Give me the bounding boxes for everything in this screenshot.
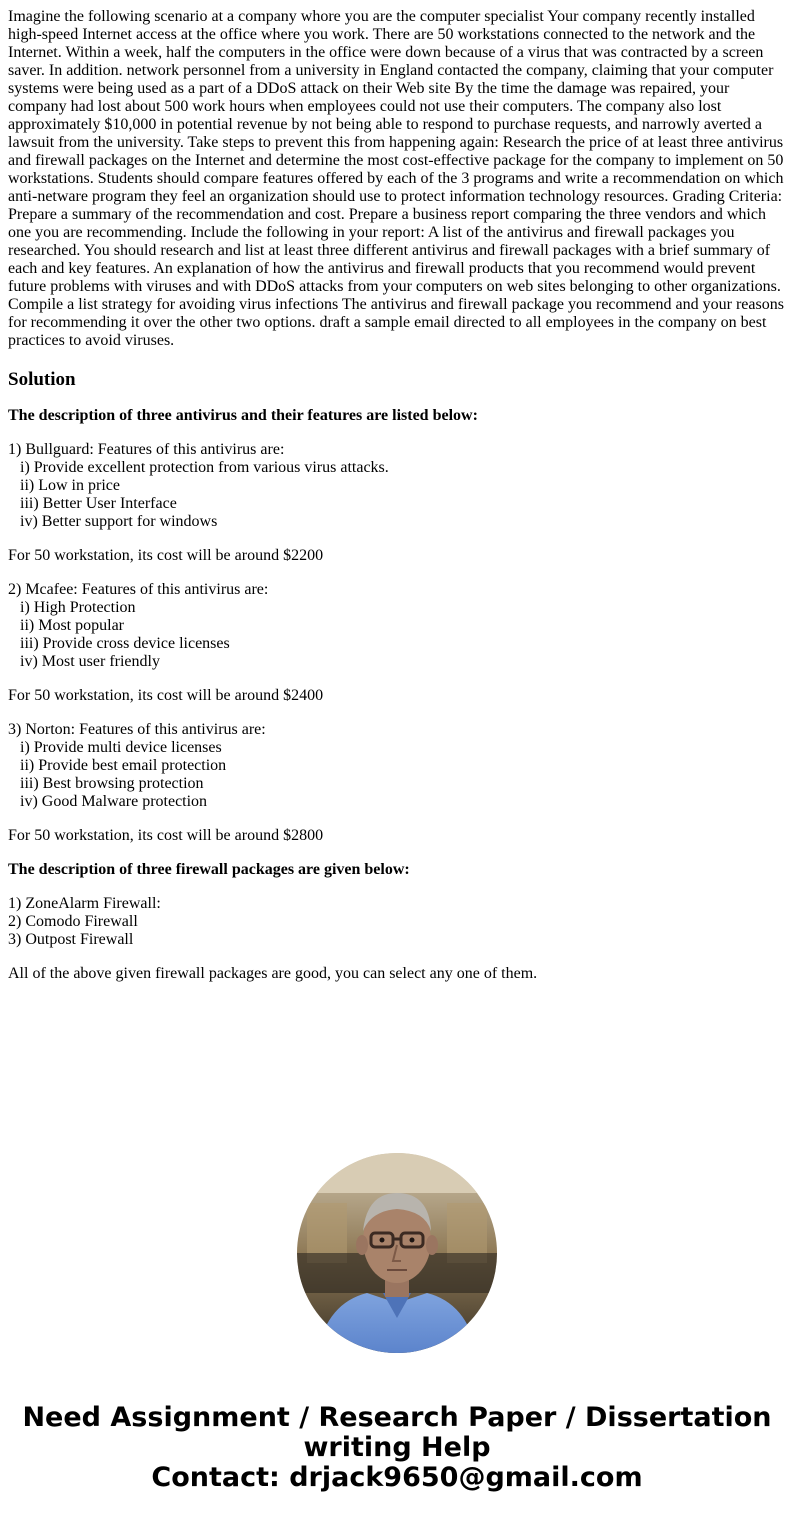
- feature-item: iii) Better User Interface: [20, 495, 177, 512]
- antivirus-item: [8, 581, 786, 671]
- feature-item: ii) Provide best email protection: [20, 757, 227, 774]
- antivirus-intro: The description of three antivirus and their features are listed below:: [8, 407, 478, 424]
- antivirus-title: 2) Mcafee: Features of this antivirus are:: [8, 581, 269, 598]
- feature-item: i) Provide excellent protection from various virus attacks.: [20, 459, 389, 476]
- footer-banner: [0, 1403, 794, 1493]
- firewall-item: 2) Comodo Firewall: [8, 913, 138, 930]
- question-text: Imagine the following scenario at a company whore you are the computer specialist Your company recently installed high-speed Internet access at the office where you work. There are 50 workstations connected to the network and the Internet. Within a week, half the computers in the office were down because of a virus that was contracted by a screen saver. In addition. network personnel from a university in England contacted the company, claiming that your computer systems were being used as a part of a DDoS attack on their Web site By the time the damage was repaired, your company had lost about 500 work hours when employees could not use their computers. The company also lost approximately $10,000 in potential revenue by not being able to respond to purchase requests, and narrowly averted a lawsuit from the university. Take steps to prevent this from happening again: Research the price of at least three antivirus and firewall packages on the Internet and determine the most cost-effective package for the company to implement on 50 workstations. Students should compare features offered by each of the 3 programs and write a recommendation on which anti-netware program they feel an organization should use to protect information technology resources. Grading Criteria: Prepare a summary of the recommendation and cost. Prepare a business report comparing the three vendors and which one you are recommending. Include the following in your report: A list of the antivirus and firewall packages you researched. You should research and list at least three different antivirus and firewall packages with a brief summary of each and key features. An explanation of how the antivirus and firewall products that you recommend would prevent future problems with viruses and with DDoS attacks from your computers on web sites belonging to other organizations. Compile a list strategy for avoiding virus infections The antivirus and firewall package you recommend and your reasons for recommending it over the other two options. draft a sample email directed to all employees in the company on best practices to avoid viruses.: [8, 8, 784, 349]
- footer-line: writing Help: [303, 1432, 491, 1463]
- feature-item: iii) Provide cross device licenses: [20, 635, 230, 652]
- author-portrait-icon: [297, 1153, 497, 1353]
- feature-item: ii) Low in price: [20, 477, 120, 494]
- antivirus-title: 3) Norton: Features of this antivirus are:: [8, 721, 266, 738]
- feature-item: ii) Most popular: [20, 617, 124, 634]
- antivirus-item: [8, 441, 786, 531]
- feature-item: iii) Best browsing protection: [20, 775, 204, 792]
- firewall-list: [8, 895, 786, 949]
- firewall-intro: The description of three firewall packages are given below:: [8, 861, 410, 878]
- footer-contact: Contact: drjack9650@gmail.com: [151, 1462, 643, 1493]
- antivirus-cost: For 50 workstation, its cost will be around $2800: [8, 827, 324, 844]
- author-avatar: [297, 1153, 497, 1353]
- antivirus-cost: For 50 workstation, its cost will be around $2400: [8, 687, 324, 704]
- footer-line: Need Assignment / Research Paper / Dissertation: [22, 1402, 772, 1433]
- firewall-item: 3) Outpost Firewall: [8, 931, 134, 948]
- feature-item: iv) Better support for windows: [20, 513, 218, 530]
- firewall-item: 1) ZoneAlarm Firewall:: [8, 895, 161, 912]
- antivirus-item: [8, 721, 786, 811]
- antivirus-title: 1) Bullguard: Features of this antivirus are:: [8, 441, 285, 458]
- antivirus-cost: For 50 workstation, its cost will be around $2200: [8, 547, 324, 564]
- feature-item: iv) Good Malware protection: [20, 793, 208, 810]
- conclusion-text: All of the above given firewall packages are good, you can select any one of them.: [8, 965, 538, 982]
- solution-heading: Solution: [8, 369, 76, 390]
- feature-item: i) Provide multi device licenses: [20, 739, 222, 756]
- feature-item: i) High Protection: [20, 599, 136, 616]
- feature-item: iv) Most user friendly: [20, 653, 160, 670]
